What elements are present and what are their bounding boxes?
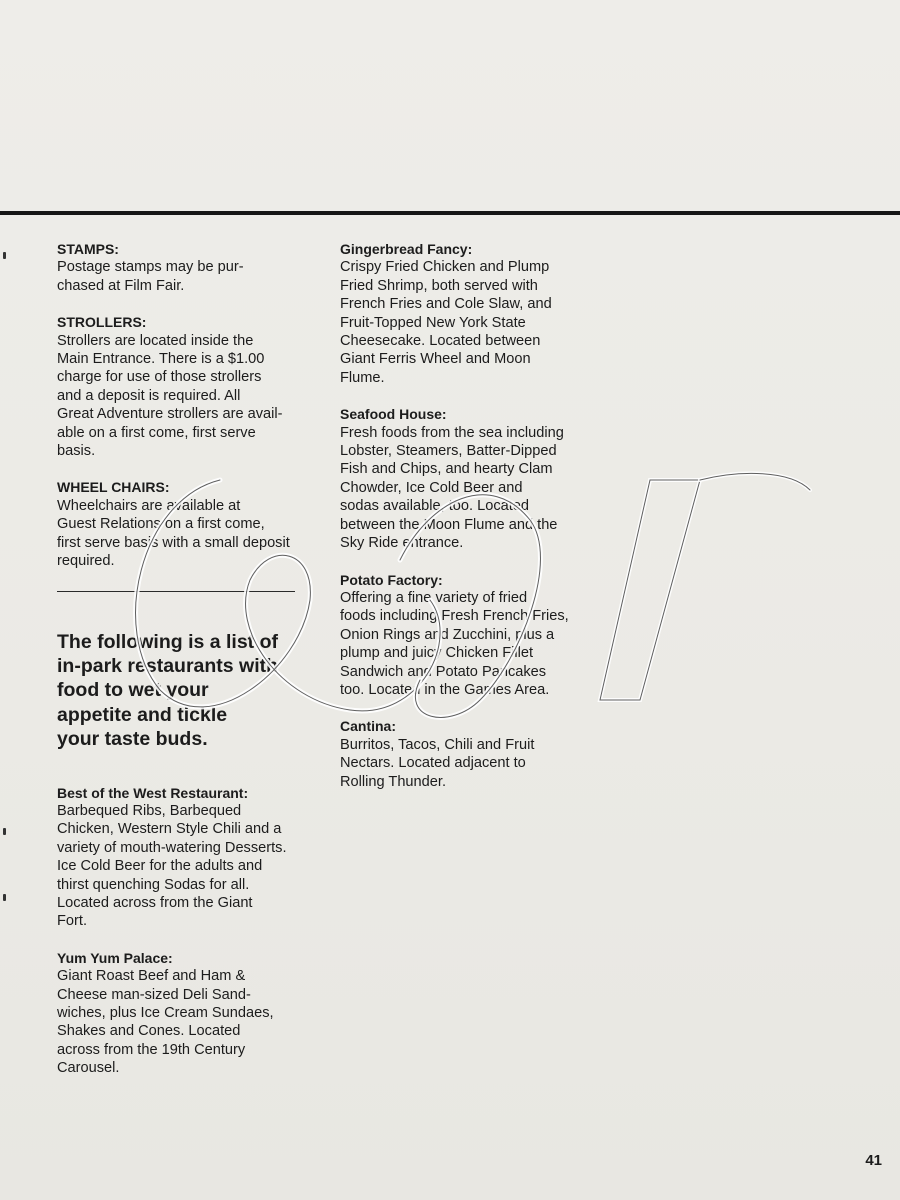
text-line: Wheelchairs are available at bbox=[57, 497, 241, 514]
restaurant-heading: Potato Factory: bbox=[340, 571, 443, 588]
text-line: too. Located in the Games Area. bbox=[340, 681, 550, 698]
text-line: Ice Cold Beer for the adults and bbox=[57, 858, 263, 875]
text-line: chased at Film Fair. bbox=[57, 277, 185, 294]
text-line: French Fries and Cole Slaw, and bbox=[340, 296, 552, 313]
text-line: Nectars. Located adjacent to bbox=[340, 755, 526, 772]
intro-line: appetite and tickle bbox=[57, 703, 228, 726]
left-column bbox=[57, 240, 307, 1096]
right-column bbox=[340, 240, 595, 809]
text-line: Chowder, Ice Cold Beer and bbox=[340, 479, 523, 496]
text-line: charge for use of those strollers bbox=[57, 369, 262, 386]
text-line: Postage stamps may be pur- bbox=[57, 259, 244, 276]
wheel-chairs-entry bbox=[57, 478, 307, 570]
restaurant-heading: Yum Yum Palace: bbox=[57, 949, 173, 966]
text-line: Giant Ferris Wheel and Moon bbox=[340, 351, 531, 368]
entry-text bbox=[57, 497, 307, 571]
text-line: Sandwich and Potato Pancakes bbox=[340, 663, 547, 680]
yum-yum-palace-entry bbox=[57, 949, 307, 1078]
text-line: Fruit-Topped New York State bbox=[340, 314, 526, 331]
text-line: plump and juicy Chicken Fillet bbox=[340, 645, 534, 662]
text-line: able on a first come, first serve bbox=[57, 424, 256, 441]
text-line: basis. bbox=[57, 443, 96, 460]
top-rule bbox=[0, 211, 900, 215]
text-line: Fort. bbox=[57, 913, 87, 930]
text-line: Rolling Thunder. bbox=[340, 773, 447, 790]
text-line: Strollers are located inside the bbox=[57, 332, 254, 349]
potato-factory-entry bbox=[340, 571, 595, 700]
text-line: Carousel. bbox=[57, 1060, 120, 1077]
best-of-the-west-entry bbox=[57, 784, 307, 931]
restaurant-text bbox=[340, 258, 595, 387]
text-line: Burritos, Tacos, Chili and Fruit bbox=[340, 736, 535, 753]
text-line: across from the 19th Century bbox=[57, 1041, 246, 1058]
text-line: Main Entrance. There is a $1.00 bbox=[57, 351, 265, 368]
text-line: Onion Rings and Zucchini, plus a bbox=[340, 626, 555, 643]
cantina-entry bbox=[340, 717, 595, 791]
text-line: Fish and Chips, and hearty Clam bbox=[340, 461, 553, 478]
text-line: Sky Ride entrance. bbox=[340, 535, 464, 552]
text-line: Crispy Fried Chicken and Plump bbox=[340, 259, 550, 276]
restaurant-heading: Cantina: bbox=[340, 718, 396, 735]
restaurants-intro bbox=[57, 630, 307, 752]
entry-heading: STAMPS: bbox=[57, 241, 119, 257]
entry-heading: STROLLERS: bbox=[57, 314, 147, 331]
restaurant-heading: Best of the West Restaurant: bbox=[57, 784, 249, 801]
restaurant-heading: Gingerbread Fancy: bbox=[340, 241, 473, 257]
intro-line: The following is a list of bbox=[57, 630, 279, 653]
text-line: Barbequed Ribs, Barbequed bbox=[57, 802, 242, 819]
text-line: first serve basis with a small deposit bbox=[57, 534, 290, 551]
restaurant-text bbox=[340, 736, 595, 791]
text-line: wiches, plus Ice Cream Sundaes, bbox=[57, 1005, 274, 1021]
intro-line: food to wet your bbox=[57, 679, 209, 702]
text-line: Guest Relations on a first come, bbox=[57, 516, 265, 533]
page-number: 41 bbox=[865, 1152, 882, 1169]
text-line: Located across from the Giant bbox=[57, 894, 253, 911]
margin-mark bbox=[3, 252, 6, 259]
margin-mark bbox=[3, 828, 6, 835]
entry-text bbox=[57, 332, 307, 461]
restaurant-text bbox=[340, 589, 595, 699]
restaurant-text bbox=[57, 967, 307, 1077]
text-line: between the Moon Flume and the bbox=[340, 516, 558, 533]
intro-line: your taste buds. bbox=[57, 728, 208, 751]
text-line: sodas available, too. Located bbox=[340, 498, 530, 515]
text-line: Offering a fine variety of fried bbox=[340, 589, 528, 606]
seafood-house-entry bbox=[340, 405, 595, 552]
entry-heading: WHEEL CHAIRS: bbox=[57, 479, 170, 496]
text-line: Cheese man-sized Deli Sand- bbox=[57, 986, 251, 1003]
text-line: Flume. bbox=[340, 369, 385, 386]
text-line: and a deposit is required. All bbox=[57, 387, 241, 404]
gingerbread-fancy-entry bbox=[340, 240, 595, 387]
stamps-entry bbox=[57, 240, 307, 295]
text-line: Shakes and Cones. Located bbox=[57, 1023, 241, 1040]
restaurant-text bbox=[57, 802, 307, 931]
intro-line: in-park restaurants with bbox=[57, 654, 279, 677]
text-line: Chicken, Western Style Chili and a bbox=[57, 821, 282, 838]
text-line: Great Adventure strollers are avail- bbox=[57, 406, 283, 423]
strollers-entry bbox=[57, 313, 307, 460]
text-line: Fresh foods from the sea including bbox=[340, 424, 564, 441]
text-line: Lobster, Steamers, Batter-Dipped bbox=[340, 443, 557, 460]
text-line: Fried Shrimp, both served with bbox=[340, 277, 538, 294]
text-line: Giant Roast Beef and Ham & bbox=[57, 968, 246, 985]
section-divider bbox=[57, 591, 295, 592]
text-line: required. bbox=[57, 553, 115, 570]
restaurant-text bbox=[340, 424, 595, 553]
text-line: variety of mouth-watering Desserts. bbox=[57, 839, 287, 856]
text-line: thirst quenching Sodas for all. bbox=[57, 876, 250, 893]
margin-mark bbox=[3, 894, 6, 901]
entry-text bbox=[57, 258, 307, 295]
text-line: foods including Fresh French Fries, bbox=[340, 608, 569, 625]
text-line: Cheesecake. Located between bbox=[340, 333, 541, 350]
restaurant-heading: Seafood House: bbox=[340, 406, 447, 423]
